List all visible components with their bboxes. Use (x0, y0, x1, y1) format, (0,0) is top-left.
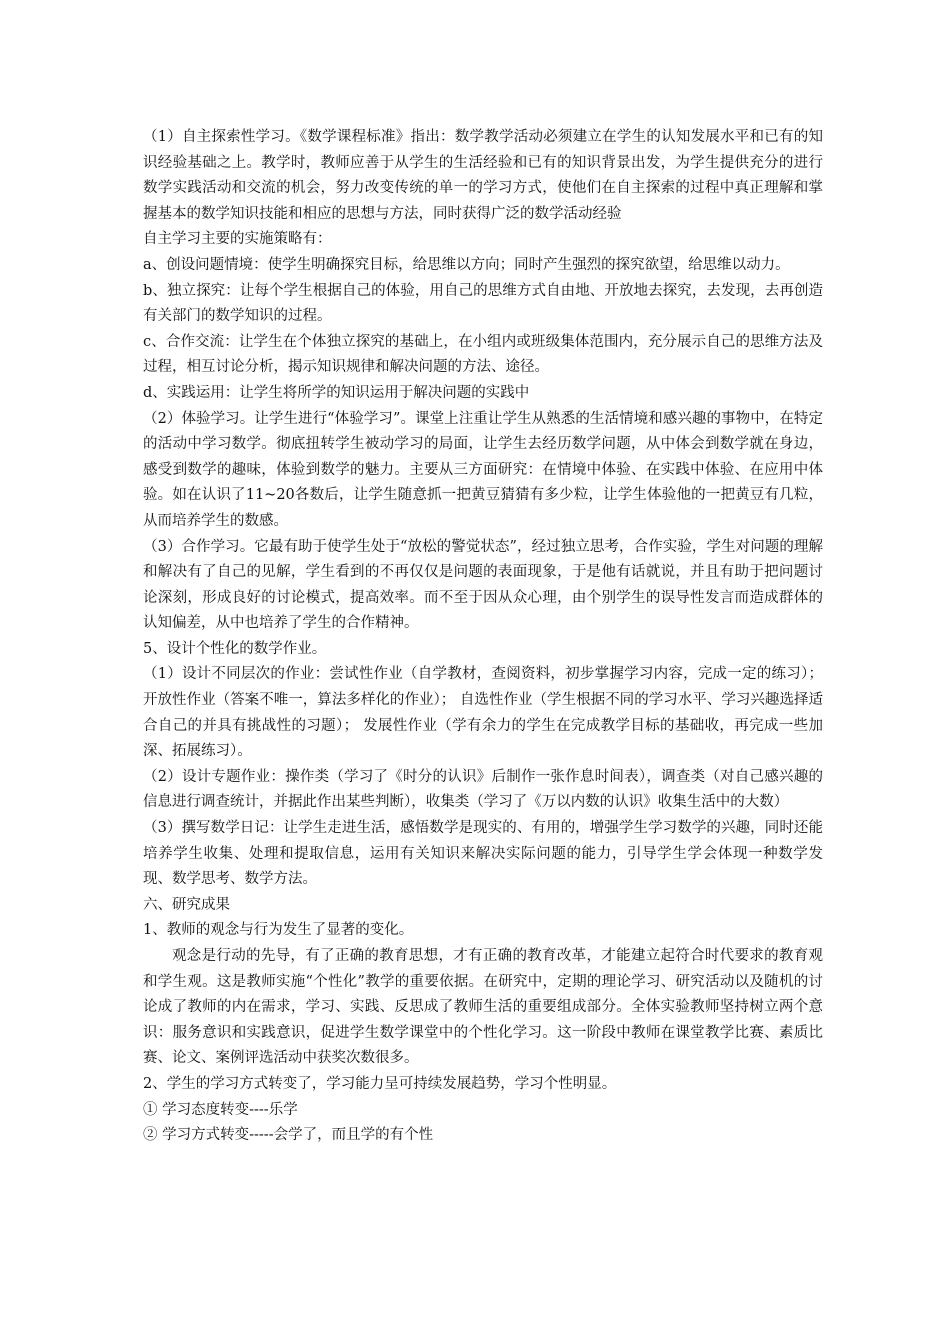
paragraph: d、实践运用：让学生将所学的知识运用于解决问题的实践中 (143, 384, 530, 401)
paragraph: 1、教师的观念与行为发生了显著的变化。 (143, 922, 414, 939)
paragraph: （3）合作学习。它最有助于使学生处于“放松的警觉状态”，经过独立思考，合作实验，学生对问题的理解和解决有了自己的见解，学生看到的不再仅仅是问题的表面现象，于是他有话就说，并且有助于把问题讨论深刻，形成良好的讨论模式，提高效率。而不至于因从众心理，由个别学生的误导性发言而造成群体的认知偏差，从中也培养了学生的合作精神。 (143, 538, 823, 632)
paragraph: 六、研究成果 (143, 896, 230, 913)
paragraph: 自主学习主要的实施策略有： (143, 231, 332, 248)
document-body (143, 125, 823, 1149)
paragraph: c、合作交流：让学生在个体独立探究的基础上，在小组内或班级集体范围内，充分展示自己的思维方法及过程，相互讨论分析，揭示知识规律和解决问题的方法、途径。 (143, 333, 823, 376)
paragraph: b、独立探究：让每个学生根据自己的体验，用自己的思维方式自由地、开放地去探究，去发现，去再创造有关部门的数学知识的过程。 (143, 282, 823, 325)
paragraph: （1）自主探索性学习。《数学课程标准》指出：数学教学活动必须建立在学生的认知发展水平和已有的知识经验基础之上。教学时，教师应善于从学生的生活经验和已有的知识背景出发，为学生提供充分的进行数学实践活动和交流的机会，努力改变传统的单一的学习方式，使他们在自主探索的过程中真正理解和掌握基本的数学知识技能和相应的思想与方法，同时获得广泛的数学活动经验 (143, 129, 823, 222)
paragraph: ① 学习态度转变----乐学 (143, 1101, 298, 1118)
paragraph: a、创设问题情境：使学生明确探究目标，给思维以方向；同时产生强烈的探究欲望，给思维以动力。 (143, 256, 790, 273)
paragraph: ② 学习方式转变-----会学了，而且学的有个性 (143, 1127, 434, 1144)
paragraph: 2、学生的学习方式转变了，学习能力呈可持续发展趋势，学习个性明显。 (143, 1075, 617, 1092)
paragraph: （3）撰写数学日记：让学生走进生活，感悟数学是现实的、有用的，增强学生学习数学的兴趣，同时还能培养学生收集、处理和提取信息，运用有关知识来解决实际问题的能力，引导学生学会体现一种数学发现、数学思考、数学方法。 (143, 820, 823, 888)
paragraph: （2）体验学习。让学生进行“体验学习”。课堂上注重让学生从熟悉的生活情境和感兴趣的事物中，在特定的活动中学习数学。彻底扭转学生被动学习的局面，让学生去经历数学问题，从中体会到数学就在身边，感受到数学的趣味，体验到数学的魅力。主要从三方面研究：在情境中体验、在实践中体验、在应用中体验。如在认识了11~20各数后，让学生随意抓一把黄豆猜猜有多少粒，让学生体验他的一把黄豆有几粒，从而培养学生的数感。 (143, 410, 823, 529)
paragraph: 5、设计个性化的数学作业。 (143, 640, 327, 657)
paragraph: （1）设计不同层次的作业：尝试性作业（自学教材，查阅资料，初步掌握学习内容，完成一定的练习）； 开放性作业（答案不唯一，算法多样化的作业）； 自选性作业（学生根据不同的学习水平、学习兴趣选择适合自己的并具有挑战性的习题）； 发展性作业（学有余力的学生在完成教学目标的基础收，再完成一些加深、拓展练习）。 (143, 666, 823, 760)
paragraph: 观念是行动的先导，有了正确的教育思想，才有正确的教育改革，才能建立起符合时代要求的教育观和学生观。这是教师实施“个性化”教学的重要依据。在研究中，定期的理论学习、研究活动以及随机的讨论成了教师的内在需求，学习、实践、反思成了教师生活的重要组成部分。全体实验教师坚持树立两个意识：服务意识和实践意识，促进学生数学课堂中的个性化学习。这一阶段中教师在课堂教学比赛、素质比赛、论文、案例评选活动中获奖次数很多。 (143, 948, 823, 1067)
paragraph: （2）设计专题作业：操作类（学习了《时分的认识》后制作一张作息时间表），调查类（对自己感兴趣的信息进行调查统计，并据此作出某些判断），收集类（学习了《万以内数的认识》收集生活中的大数） (143, 768, 823, 811)
